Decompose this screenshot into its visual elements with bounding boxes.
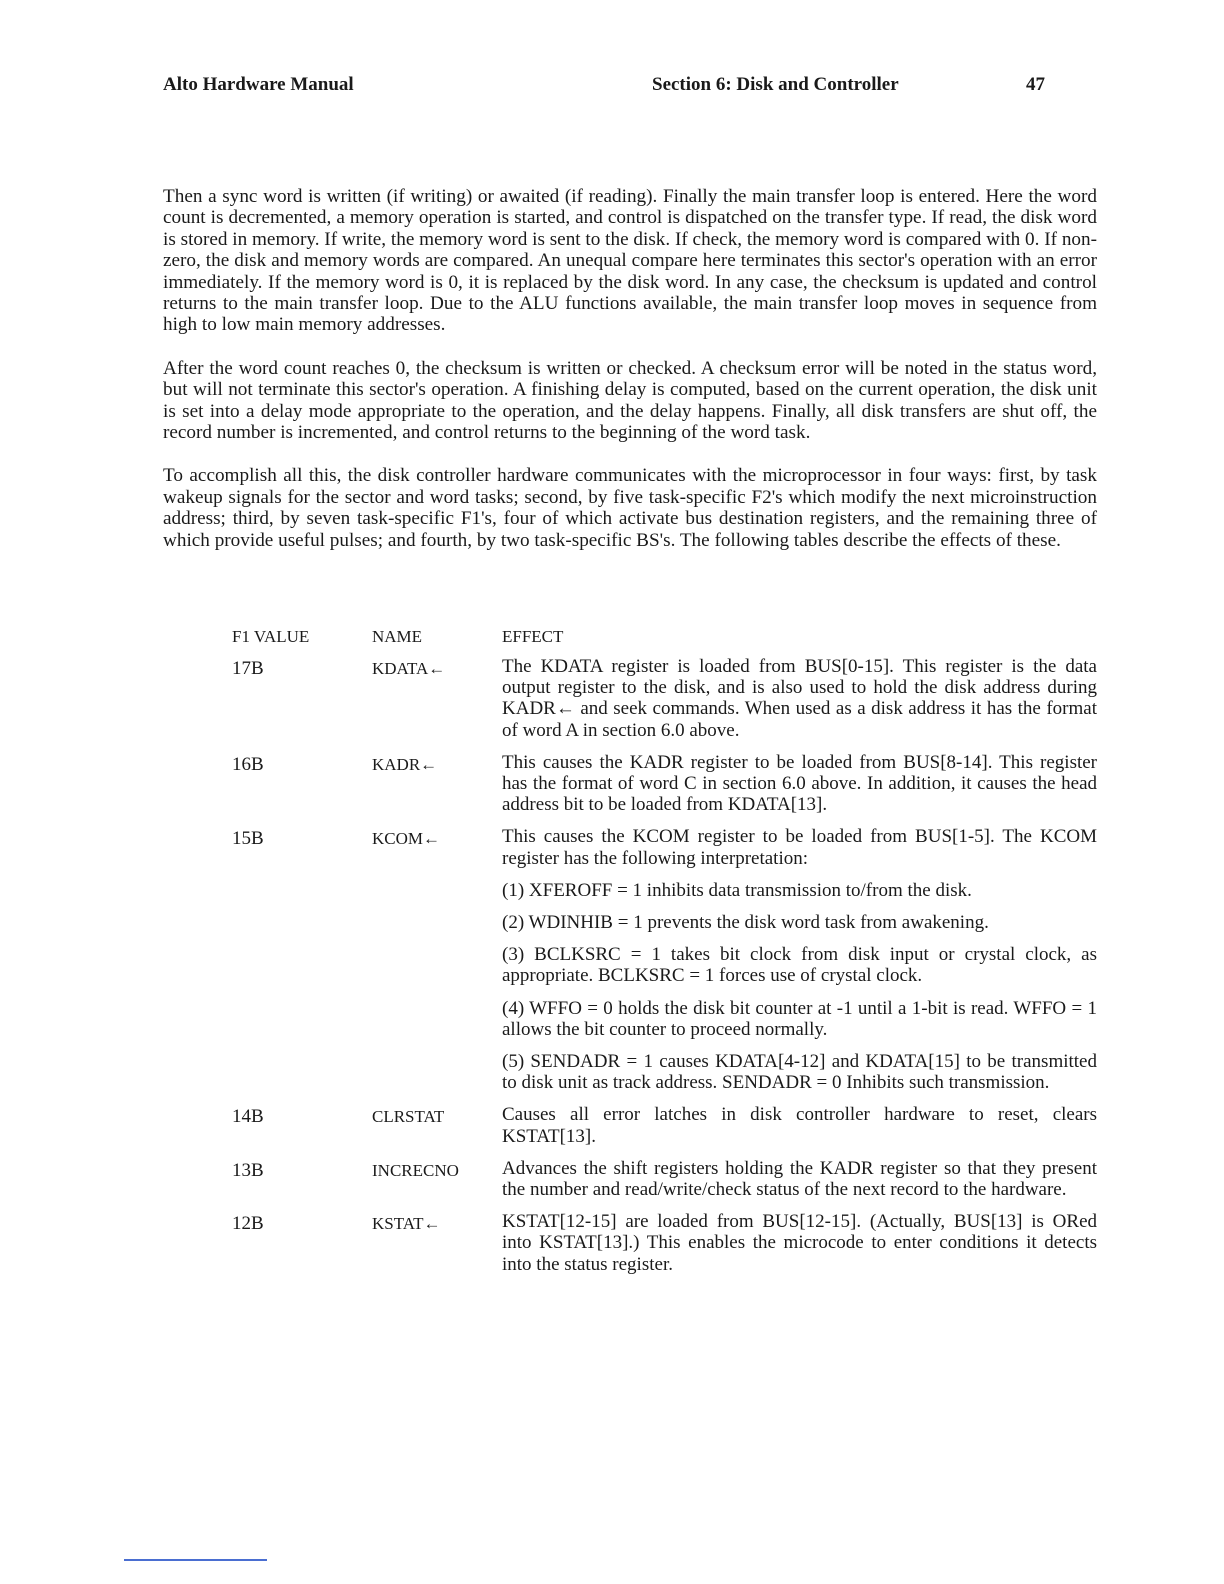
f1-name: KADR← [372,754,438,774]
f1-value: 16B [232,753,264,775]
kcom-bit-wdinhib: (2) WDINHIB = 1 prevents the disk word task from awakening. [502,912,989,934]
f1-value: 17B [232,658,264,679]
kcom-bit-sendadr: (5) SENDADR = 1 causes KDATA[4-12] and KDATA[15] to be transmitted to disk unit as track address. SENDADR = 0 Inhibits such transmission. [502,1051,1097,1094]
header-effect: EFFECT [502,627,564,646]
manual-title: Alto Hardware Manual [163,74,354,95]
paragraph: Then a sync word is written (if writing) or awaited (if reading). Finally the main transfer loop is entered. Here the word count is decremented, a memory operation is started, and control is dispatched on the transfer type. If read, the disk word is stored in memory. If write, the memory word is sent to the disk. If check, the memory word is compared with 0. If non-zero, the disk and memory words are compared. An unequal compare here terminates this sector's operation with an error immediately. If the memory word is 0, it is replaced by the disk word. In any case, the checksum is updated and control returns to the main transfer loop. Due to the ALU functions available, the main transfer loop moves in sequence from high to low main memory addresses. [163,186,1097,336]
kcom-bit-xferoff: (1) XFEROFF = 1 inhibits data transmission to/from the disk. [502,879,972,901]
f1-name: KCOM← [372,829,441,849]
f1-effect: Advances the shift registers holding the KADR register so that they present the number and read/write/check status of the next record to the hardware. [502,1157,1097,1201]
header-value: F1 VALUE [232,627,310,646]
f1-effect: This causes the KADR register to be loaded from BUS[8-14]. This register has the format of word C in section 6.0 above. In addition, it causes the head address bit to be loaded from KDATA[13]. [502,751,1097,816]
section-title: Section 6: Disk and Controller [652,74,899,95]
paragraph: After the word count reaches 0, the checksum is written or checked. A checksum error will be noted in the status word, but will not terminate this sector's operation. A finishing delay is computed, based on the current operation, the disk unit is set into a delay mode appropriate to the operation, and the delay happens. Finally, all disk transfers are shut off, the record number is incremented, and control returns to the beginning of the word task. [163,357,1097,444]
kcom-bit-bclksrc: (3) BCLKSRC = 1 takes bit clock from disk input or crystal clock, as appropriate. BCLKSRC = 1 forces use of crystal clock. [502,944,1097,987]
kcom-intro: This causes the KCOM register to be loaded from BUS[1-5]. The KCOM register has the following interpretation: [502,826,1097,869]
f1-name: KDATA← [372,659,446,678]
table-row [232,1211,1097,1275]
f1-effect: Causes all error latches in disk controller hardware to reset, clears KSTAT[13]. [502,1104,1097,1147]
table-row [232,1104,1097,1146]
paragraph: To accomplish all this, the disk controller hardware communicates with the microprocessor in four ways: first, by task wakeup signals for the sector and word tasks; second, by five task-specific F2's which modify the next microinstruction address; third, by seven task-specific F1's, four of which activate bus destination registers, and the remaining three of which provide useful pulses; and fourth, by two task-specific BS's. The following tables describe the effects of these. [163,465,1097,551]
f1-effect: KSTAT[12-15] are loaded from BUS[12-15]. (Actually, BUS[13] is ORed into KSTAT[13].) This enables the microcode to enter conditions it detects into the status register. [502,1211,1097,1275]
page-number: 47 [1026,74,1045,95]
body-text [163,186,1097,573]
table-row [232,656,1097,741]
f1-name: KSTAT← [372,1214,441,1234]
kcom-bit-wffo: (4) WFFO = 0 holds the disk bit counter at -1 until a 1-bit is read. WFFO = 1 allows the bit counter to proceed normally. [502,997,1097,1040]
table-header [232,626,1097,656]
f1-value: 15B [232,828,264,850]
table-row [232,826,1097,1093]
table-row [232,752,1097,816]
f1-effect [502,826,1097,1093]
footnote-rule [124,1559,267,1561]
f1-value: 13B [232,1159,264,1181]
header-name: NAME [372,627,423,646]
f1-name: CLRSTAT [372,1107,445,1127]
f1-name: INCRECNO [372,1160,459,1180]
table-row [232,1158,1097,1200]
f1-value: 14B [232,1106,264,1128]
f1-value: 12B [232,1213,264,1235]
f1-function-table [232,626,1097,1286]
f1-effect: The KDATA register is loaded from BUS[0-15]. This register is the data output register to the disk, and is also used to hold the disk address during KADR← and seek commands. When used as a disk address it has the format of word A in section 6.0 above. [502,656,1097,741]
running-header [163,74,1097,102]
